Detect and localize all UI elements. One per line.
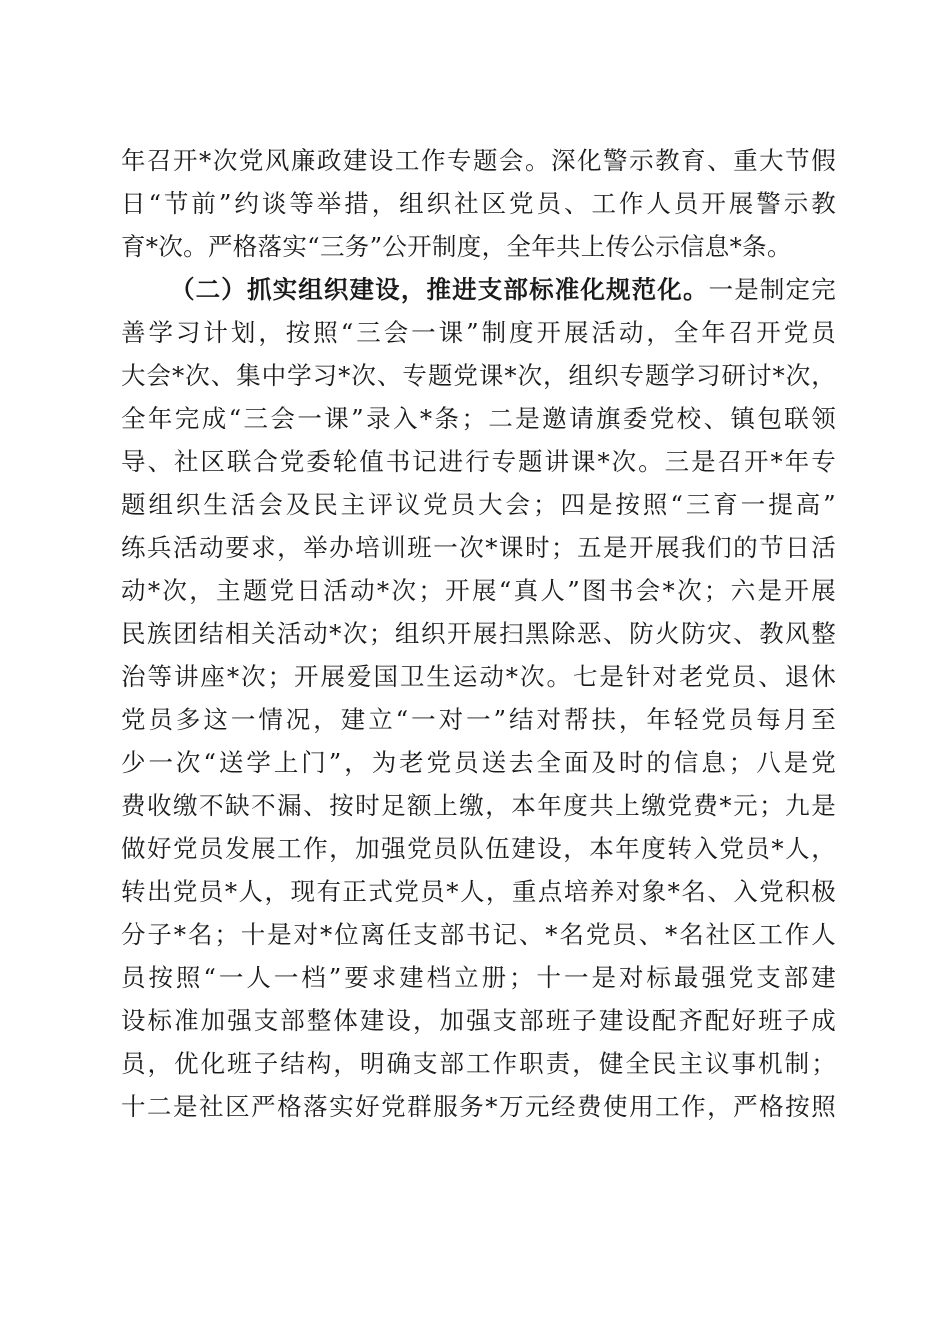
paragraph-2-line: 设标准加强支部整体建设，加强支部班子建设配齐配好班子成 [121, 1006, 836, 1035]
paragraph-2-line: 员按照“一人一档”要求建档立册；十一是对标最强党支部建 [121, 963, 836, 992]
paragraph-2-line: 大会*次、集中学习*次、专题党课*次，组织专题学习研讨*次， [121, 361, 836, 390]
paragraph-2-line: 员，优化班子结构，明确支部工作职责，健全民主议事机制； [121, 1049, 836, 1078]
section-heading: （二）抓实组织建设，推进支部标准化规范化。 [170, 275, 709, 304]
paragraph-2-line: 练兵活动要求，举办培训班一次*课时；五是开展我们的节日活 [121, 533, 836, 562]
paragraph-2-line: 全年完成“三会一课”录入*条；二是邀请旗委党校、镇包联领 [121, 404, 836, 433]
paragraph-1-line-2: 日“节前”约谈等举措，组织社区党员、工作人员开展警示教 [121, 189, 836, 218]
paragraph-2-first-line [170, 270, 836, 310]
section-heading-continuation: 一是制定完 [708, 275, 836, 304]
paragraph-2-line: 民族团结相关活动*次；组织开展扫黑除恶、防火防灾、教风整 [121, 619, 836, 648]
paragraph-2-line: 治等讲座*次；开展爱国卫生运动*次。七是针对老党员、退休 [121, 662, 836, 691]
paragraph-2-line: 十二是社区严格落实好党群服务*万元经费使用工作，严格按照 [121, 1092, 836, 1121]
paragraph-2-line: 做好党员发展工作，加强党员队伍建设，本年度转入党员*人， [121, 834, 836, 863]
paragraph-1-line-3: 育*次。严格落实“三务”公开制度，全年共上传公示信息*条。 [121, 232, 792, 261]
paragraph-2-line: 动*次，主题党日活动*次；开展“真人”图书会*次；六是开展 [121, 576, 836, 605]
paragraph-2-line: 少一次“送学上门”，为老党员送去全面及时的信息；八是党 [121, 748, 836, 777]
paragraph-2-line: 题组织生活会及民主评议党员大会；四是按照“三育一提高” [121, 490, 836, 519]
paragraph-2-line: 善学习计划，按照“三会一课”制度开展活动，全年召开党员 [121, 318, 836, 347]
paragraph-1-line-1: 年召开*次党风廉政建设工作专题会。深化警示教育、重大节假 [121, 146, 836, 175]
paragraph-2-line: 分子*名；十是对*位离任支部书记、*名党员、*名社区工作人 [121, 920, 836, 949]
paragraph-2-line: 导、社区联合党委轮值书记进行专题讲课*次。三是召开*年专 [121, 447, 836, 476]
paragraph-2-line: 费收缴不缺不漏、按时足额上缴，本年度共上缴党费*元；九是 [121, 791, 836, 820]
paragraph-2-line: 党员多这一情况，建立“一对一”结对帮扶，年轻党员每月至 [121, 705, 836, 734]
paragraph-2-line: 转出党员*人，现有正式党员*人，重点培养对象*名、入党积极 [121, 877, 836, 906]
